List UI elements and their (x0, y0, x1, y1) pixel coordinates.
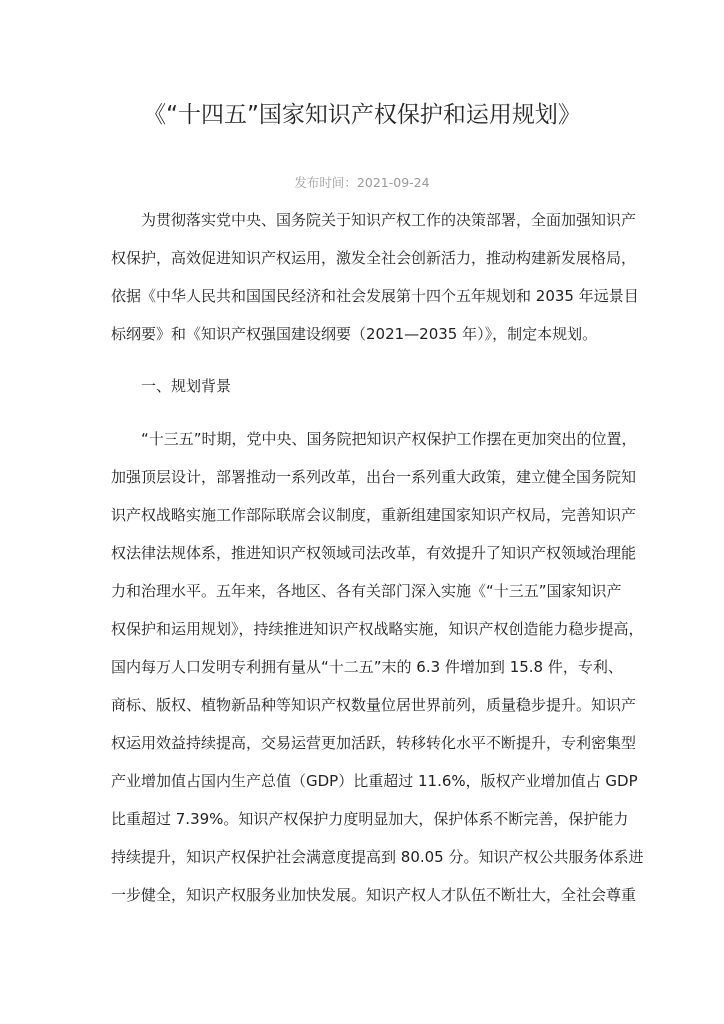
body-line: 一步健全，知识产权服务业加快发展。知识产权人才队伍不断壮大，全社会尊重 (111, 886, 637, 904)
publish-date: 发布时间：2021-09-24 (294, 175, 430, 190)
intro-line: 依据《中华人民共和国国民经济和社会发展第十四个五年规划和 2035 年远景目 (111, 287, 639, 305)
body-line: 权运用效益持续提高，交易运营更加活跃，转移转化水平不断提升，专利密集型 (111, 734, 637, 752)
intro-line: 权保护，高效促进知识产权运用，激发全社会创新活力，推动构建新发展格局， (111, 249, 637, 267)
body-line: 识产权战略实施工作部际联席会议制度，重新组建国家知识产权局，完善知识产 (111, 506, 637, 524)
intro-line: 为贯彻落实党中央、国务院关于知识产权工作的决策部署，全面加强知识产 (141, 211, 637, 229)
body-line: “十三五”时期，党中央、国务院把知识产权保护工作摆在更加突出的位置， (141, 430, 637, 448)
body-line: 商标、版权、植物新品种等知识产权数量位居世界前列，质量稳步提升。知识产 (111, 696, 637, 714)
body-line: 加强顶层设计，部署推动一系列改革，出台一系列重大政策，建立健全国务院知 (111, 468, 637, 486)
body-line: 比重超过 7.39%。知识产权保护力度明显加大，保护体系不断完善，保护能力 (111, 810, 629, 828)
intro-line: 标纲要》和《知识产权强国建设纲要（2021—2035 年）》，制定本规划。 (111, 325, 598, 343)
body-line: 权法律法规体系，推进知识产权领域司法改革，有效提升了知识产权领域治理能 (111, 544, 637, 562)
body-line: 权保护和运用规划》，持续推进知识产权战略实施，知识产权创造能力稳步提高， (111, 620, 644, 638)
body-line: 持续提升，知识产权保护社会满意度提高到 80.05 分。知识产权公共服务体系进 (111, 848, 644, 866)
section-heading: 一、规划背景 (141, 377, 232, 395)
body-line: 产业增加值占国内生产总值（GDP）比重超过 11.6%，版权产业增加值占 GDP (111, 772, 638, 790)
body-line: 国内每万人口发明专利拥有量从“十二五”末的 6.3 件增加到 15.8 件，专利、 (111, 658, 623, 676)
body-line: 力和治理水平。五年来，各地区、各有关部门深入实施《“十三五”国家知识产 (111, 582, 622, 600)
document-title: 《“十四五”国家知识产权保护和运用规划》 (143, 102, 581, 128)
